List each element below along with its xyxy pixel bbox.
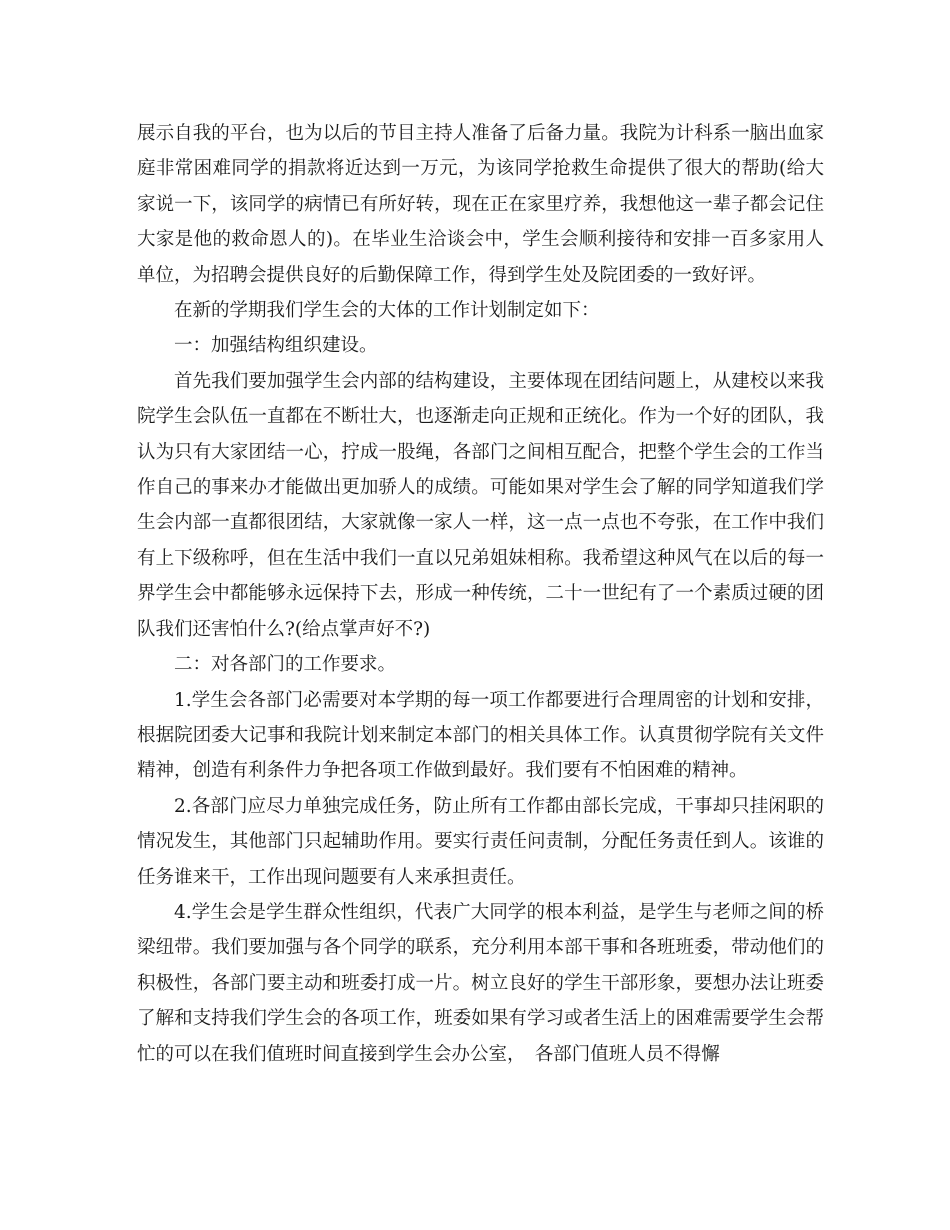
paragraph-8: 4.学生会是学生群众性组织，代表广大同学的根本利益，是学生与老师之间的桥梁纽带。我们要加强与各个同学的联系，充分利用本部干事和各班班委，带动他们的积极性，各部门要主动和班委打成一片。树立良好的学生干部形象，要想办法让班委了解和支持我们学生会的各项工作，班委如果有学习或者生活上的困难需要学生会帮忙的可以在我们值班时间直接到学生会办公室， 各部门值班人员不得懈: [137, 901, 824, 1065]
paragraph-7: 2.各部门应尽力单独完成任务，防止所有工作都由部长完成，干事却只挂闲职的情况发生，其他部门只起辅助作用。要实行责任问责制，分配任务责任到人。该谁的任务谁来干，工作出现问题要有人来承担责任。: [137, 795, 824, 888]
paragraph-1: 展示自我的平台，也为以后的节目主持人准备了后备力量。我院为计科系一脑出血家庭非常困难同学的捐款将近达到一万元，为该同学抢救生命提供了很大的帮助(给大家说一下，该同学的病情已有所好转，现在正在家里疗养，我想他这一辈子都会记住大家是他的救命恩人的)。在毕业生洽谈会中，学生会顺利接待和安排一百多家用人单位，为招聘会提供良好的后勤保障工作，得到学生处及院团委的一致好评。: [137, 123, 824, 286]
document-body: [137, 116, 824, 1072]
paragraph-5: 二：对各部门的工作要求。: [174, 654, 397, 676]
paragraph-4: 首先我们要加强学生会内部的结构建设，主要体现在团结问题上，从建校以来我院学生会队伍一直都在不断壮大，也逐渐走向正规和正统化。作为一个好的团队，我认为只有大家团结一心，拧成一股绳，各部门之间相互配合，把整个学生会的工作当作自己的事来办才能做出更加骄人的成绩。可能如果对学生会了解的同学知道我们学生会内部一直都很团结，大家就像一家人一样，这一点一点也不夸张，在工作中我们有上下级称呼，但在生活中我们一直以兄弟姐妹相称。我希望这种风气在以后的每一界学生会中都能够永远保持下去，形成一种传统，二十一世纪有了一个素质过硬的团队我们还害怕什么?(给点掌声好不?): [137, 370, 824, 640]
paragraph-3: 一：加强结构组织建设。: [174, 335, 378, 357]
paragraph-2: 在新的学期我们学生会的大体的工作计划制定如下：: [174, 300, 600, 322]
paragraph-6: 1.学生会各部门必需要对本学期的每一项工作都要进行合理周密的计划和安排，根据院团委大记事和我院计划来制定本部门的相关具体工作。认真贯彻学院有关文件精神，创造有利条件力争把各项工作做到最好。我们要有不怕困难的精神。: [137, 689, 824, 782]
